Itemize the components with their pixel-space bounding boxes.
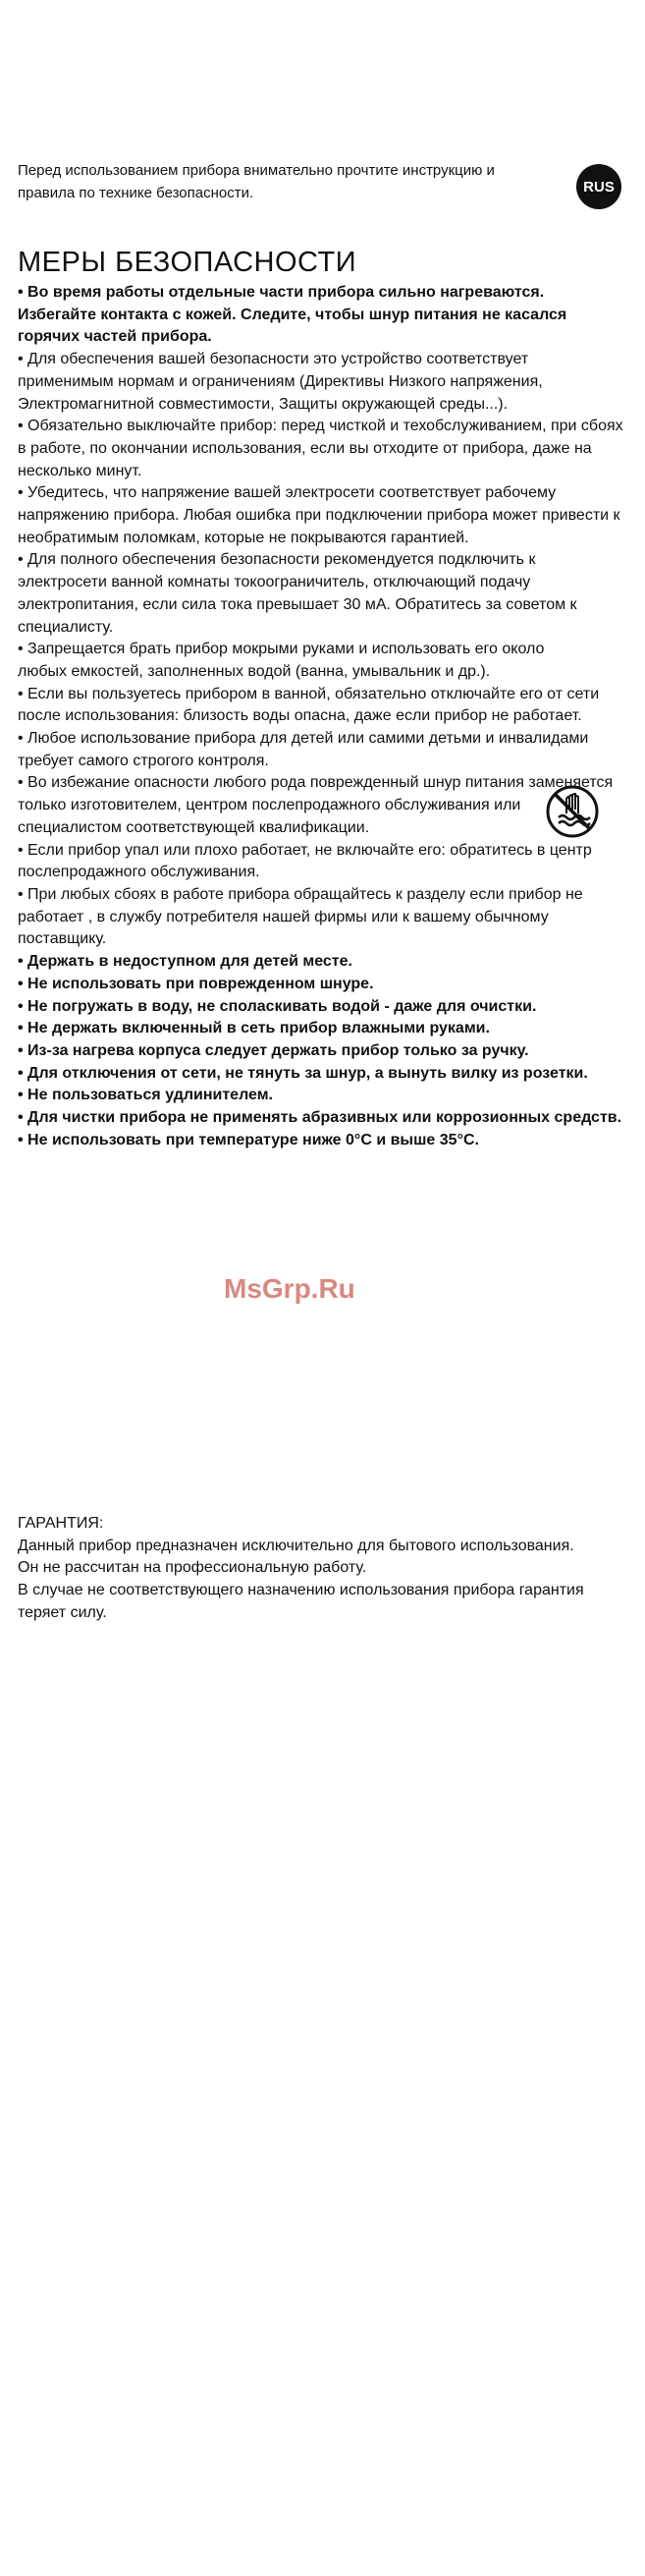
- safety-item: • При любых сбоях в работе прибора обращайтесь к разделу если прибор не работает , в службу потребителя нашей фирмы или к вашему обычному поставщику.: [18, 885, 583, 948]
- safety-item: • Для отключения от сети, не тянуть за шнур, а вынуть вилку из розетки.: [18, 1064, 588, 1082]
- warranty-line: Он не рассчитан на профессиональную работу.: [18, 1559, 367, 1577]
- safety-item: • Из-за нагрева корпуса следует держать прибор только за ручку.: [18, 1041, 529, 1059]
- no-wet-hands-icon: [545, 784, 600, 839]
- intro-text: Перед использованием прибора внимательно прочтите инструкцию и правила по технике безопасности.: [18, 162, 495, 201]
- safety-item: • Для полного обеспечения безопасности рекомендуется подключить к электросети ванной комнаты токоограничитель, отключающий подачу электропитания, если сила тока превышает 30 мА. Обратитесь за советом к специалисту.: [18, 551, 577, 636]
- safety-item: • Не использовать при температуре ниже 0°C и выше 35°C.: [18, 1131, 479, 1148]
- safety-item: • Не пользоваться удлинителем.: [18, 1087, 273, 1104]
- warranty-section: [18, 1513, 607, 1625]
- safety-item: • Держать в недоступном для детей месте.: [18, 953, 352, 971]
- safety-item: • Для обеспечения вашей безопасности это устройство соответствует применимым нормам и ограничениям (Директивы Низкого напряжения, Электромагнитной совместимости, Защиты окружающей среды...).: [18, 351, 543, 413]
- warranty-title: ГАРАНТИЯ:: [18, 1515, 104, 1532]
- language-badge: RUS: [576, 164, 621, 209]
- safety-item: • Не использовать при поврежденном шнуре.: [18, 975, 374, 992]
- safety-item: • Запрещается брать прибор мокрыми руками и использовать его около любых емкостей, заполненных водой (ванна, умывальник и др.).: [18, 641, 545, 680]
- safety-item: • Для чистки прибора не применять абразивных или коррозионных средств.: [18, 1109, 622, 1127]
- safety-item: • Во избежание опасности любого рода поврежденный шнур питания заменяется только изготовителем, центром послепродажного обслуживания или специалистом соответствующей квалификации.: [18, 774, 614, 836]
- safety-item: • Обязательно выключайте прибор: перед чисткой и техобслуживанием, при сбоях в работе, по окончании использования, если вы отходите от прибора, даже на несколько минут.: [18, 418, 623, 479]
- safety-list: [18, 282, 624, 1151]
- safety-item: • Убедитесь, что напряжение вашей электросети соответствует рабочему напряжению прибора. Любая ошибка при подключении прибора может привести к необратимым поломкам, которые не покрываются гарантией.: [18, 484, 620, 546]
- safety-item: • Во время работы отдельные части прибора сильно нагреваются. Избегайте контакта с кожей. Следите, чтобы шнур питания не касался горячих частей прибора.: [18, 284, 567, 346]
- watermark: MsGrp.Ru: [224, 1273, 355, 1304]
- safety-item: • Любое использование прибора для детей или самими детьми и инвалидами требует самого строгого контроля.: [18, 730, 589, 769]
- warranty-line: Данный прибор предназначен исключительно для бытового использования.: [18, 1537, 574, 1554]
- safety-item: • Не погружать в воду, не споласкивать водой - даже для очистки.: [18, 997, 537, 1015]
- safety-item: • Не держать включенный в сеть прибор влажными руками.: [18, 1020, 490, 1037]
- safety-item: • Если вы пользуетесь прибором в ванной, обязательно отключайте его от сети после использования: близость воды опасна, даже если прибор не работает.: [18, 685, 600, 725]
- safety-item: • Если прибор упал или плохо работает, не включайте его: обратитесь в центр послепродажного обслуживания.: [18, 841, 592, 881]
- section-heading: МЕРЫ БЕЗОПАСНОСТИ: [18, 247, 357, 278]
- warranty-line: В случае не соответствующего назначению использования прибора гарантия теряет силу.: [18, 1582, 584, 1621]
